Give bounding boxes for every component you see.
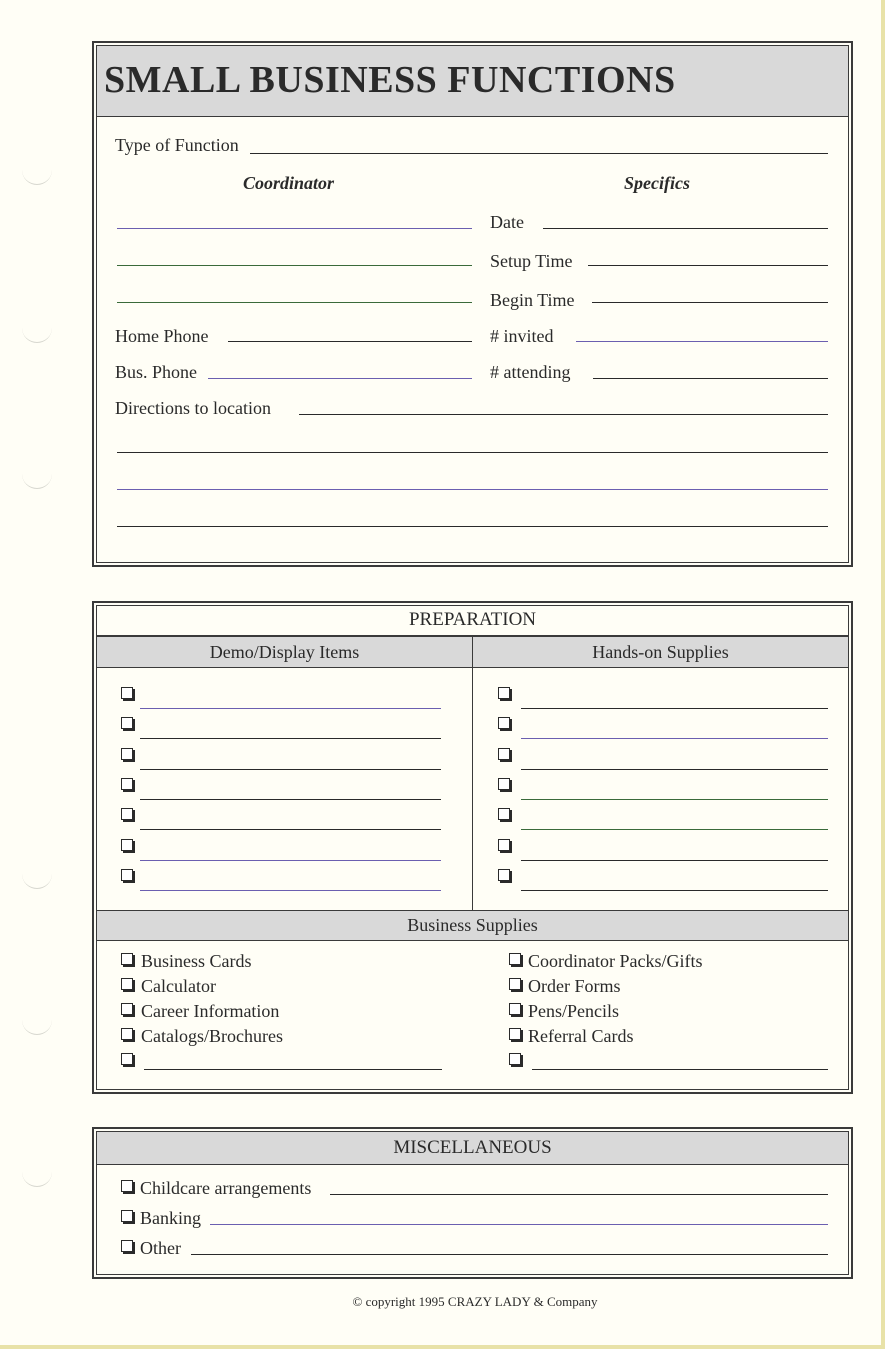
- catalogs-label: Catalogs/Brochures: [141, 1026, 283, 1046]
- hands-on-heading: Hands-on Supplies: [592, 642, 729, 662]
- begin-time-label: Begin Time: [490, 290, 575, 310]
- coordinator-packs-label: Coordinator Packs/Gifts: [528, 951, 703, 971]
- business-supplies-heading: Business Supplies: [407, 915, 538, 935]
- coordinator-packs-checkbox[interactable]: [509, 953, 521, 965]
- invited-label: # invited: [490, 326, 554, 346]
- childcare-field[interactable]: [330, 1194, 828, 1195]
- demo-item-field[interactable]: [140, 769, 441, 770]
- hands-checkbox[interactable]: [498, 717, 510, 729]
- hands-item-field[interactable]: [521, 769, 828, 770]
- hands-checkbox[interactable]: [498, 687, 510, 699]
- coordinator-address-field[interactable]: [117, 265, 472, 266]
- binder-hole: [22, 1172, 52, 1187]
- setup-time-field[interactable]: [588, 265, 828, 266]
- coordinator-name-field[interactable]: [117, 228, 472, 229]
- other-label: Other: [140, 1238, 181, 1258]
- hands-item-field[interactable]: [521, 890, 828, 891]
- business-other-field[interactable]: [144, 1069, 442, 1070]
- setup-time-label: Setup Time: [490, 251, 573, 271]
- home-phone-label: Home Phone: [115, 326, 209, 346]
- demo-checkbox[interactable]: [121, 869, 133, 881]
- banking-label: Banking: [140, 1208, 201, 1228]
- misc-heading: MISCELLANEOUS: [393, 1137, 552, 1158]
- directions-field[interactable]: [299, 414, 828, 415]
- hands-item-field[interactable]: [521, 860, 828, 861]
- coordinator-city-field[interactable]: [117, 302, 472, 303]
- directions-line[interactable]: [117, 489, 828, 490]
- invited-field[interactable]: [576, 341, 828, 342]
- pens-pencils-checkbox[interactable]: [509, 1003, 521, 1015]
- pens-pencils-label: Pens/Pencils: [528, 1001, 620, 1021]
- calculator-checkbox[interactable]: [121, 978, 133, 990]
- demo-item-field[interactable]: [140, 860, 441, 861]
- coordinator-heading: Coordinator: [243, 173, 335, 193]
- childcare-label: Childcare arrangements: [140, 1178, 312, 1198]
- binder-hole: [22, 474, 52, 489]
- hands-item-field[interactable]: [521, 799, 828, 800]
- calculator-label: Calculator: [141, 976, 216, 996]
- date-label: Date: [490, 212, 524, 232]
- career-info-checkbox[interactable]: [121, 1003, 133, 1015]
- specifics-heading: Specifics: [624, 173, 690, 193]
- demo-checkbox[interactable]: [121, 748, 133, 760]
- demo-item-field[interactable]: [140, 799, 441, 800]
- demo-checkbox[interactable]: [121, 808, 133, 820]
- hands-checkbox[interactable]: [498, 748, 510, 760]
- childcare-checkbox[interactable]: [121, 1180, 133, 1192]
- date-field[interactable]: [543, 228, 828, 229]
- binder-hole: [22, 874, 52, 889]
- page-edge-bottom: [0, 1345, 885, 1349]
- copyright-notice: © copyright 1995 CRAZY LADY & Company: [352, 1294, 598, 1309]
- bus-phone-field[interactable]: [208, 378, 472, 379]
- type-of-function-field[interactable]: [250, 153, 828, 154]
- directions-line[interactable]: [117, 452, 828, 453]
- demo-display-heading: Demo/Display Items: [209, 642, 360, 662]
- demo-list-panel: [96, 667, 473, 911]
- demo-checkbox[interactable]: [121, 687, 133, 699]
- begin-time-field[interactable]: [592, 302, 828, 303]
- page-edge-right: [881, 0, 885, 1349]
- hands-item-field[interactable]: [521, 738, 828, 739]
- banking-field[interactable]: [210, 1224, 828, 1225]
- home-phone-field[interactable]: [228, 341, 472, 342]
- binder-hole: [22, 170, 52, 185]
- other-field[interactable]: [191, 1254, 828, 1255]
- details-panel: [96, 116, 849, 563]
- business-other-checkbox[interactable]: [121, 1053, 133, 1065]
- demo-item-field[interactable]: [140, 738, 441, 739]
- referral-cards-checkbox[interactable]: [509, 1028, 521, 1040]
- type-of-function-label: Type of Function: [115, 135, 239, 155]
- business-cards-checkbox[interactable]: [121, 953, 133, 965]
- hands-checkbox[interactable]: [498, 869, 510, 881]
- catalogs-checkbox[interactable]: [121, 1028, 133, 1040]
- other-checkbox[interactable]: [121, 1240, 133, 1252]
- hands-item-field[interactable]: [521, 829, 828, 830]
- hands-item-field[interactable]: [521, 708, 828, 709]
- business-cards-label: Business Cards: [141, 951, 252, 971]
- career-info-label: Career Information: [141, 1001, 280, 1021]
- supplies-other-field[interactable]: [532, 1069, 828, 1070]
- demo-checkbox[interactable]: [121, 717, 133, 729]
- bus-phone-label: Bus. Phone: [115, 362, 198, 382]
- hands-list-panel: [472, 667, 849, 911]
- preparation-heading: PREPARATION: [408, 609, 537, 630]
- order-forms-checkbox[interactable]: [509, 978, 521, 990]
- binder-hole: [22, 328, 52, 343]
- attending-label: # attending: [490, 362, 571, 382]
- hands-checkbox[interactable]: [498, 839, 510, 851]
- demo-checkbox[interactable]: [121, 839, 133, 851]
- referral-cards-label: Referral Cards: [528, 1026, 634, 1046]
- banking-checkbox[interactable]: [121, 1210, 133, 1222]
- demo-item-field[interactable]: [140, 890, 441, 891]
- demo-checkbox[interactable]: [121, 778, 133, 790]
- binder-hole: [22, 1020, 52, 1035]
- page-title: SMALL BUSINESS FUNCTIONS: [104, 59, 676, 101]
- directions-label: Directions to location: [115, 398, 271, 418]
- hands-checkbox[interactable]: [498, 778, 510, 790]
- order-forms-label: Order Forms: [528, 976, 621, 996]
- demo-item-field[interactable]: [140, 708, 441, 709]
- supplies-other-checkbox[interactable]: [509, 1053, 521, 1065]
- demo-item-field[interactable]: [140, 829, 441, 830]
- directions-line[interactable]: [117, 526, 828, 527]
- hands-checkbox[interactable]: [498, 808, 510, 820]
- attending-field[interactable]: [593, 378, 828, 379]
